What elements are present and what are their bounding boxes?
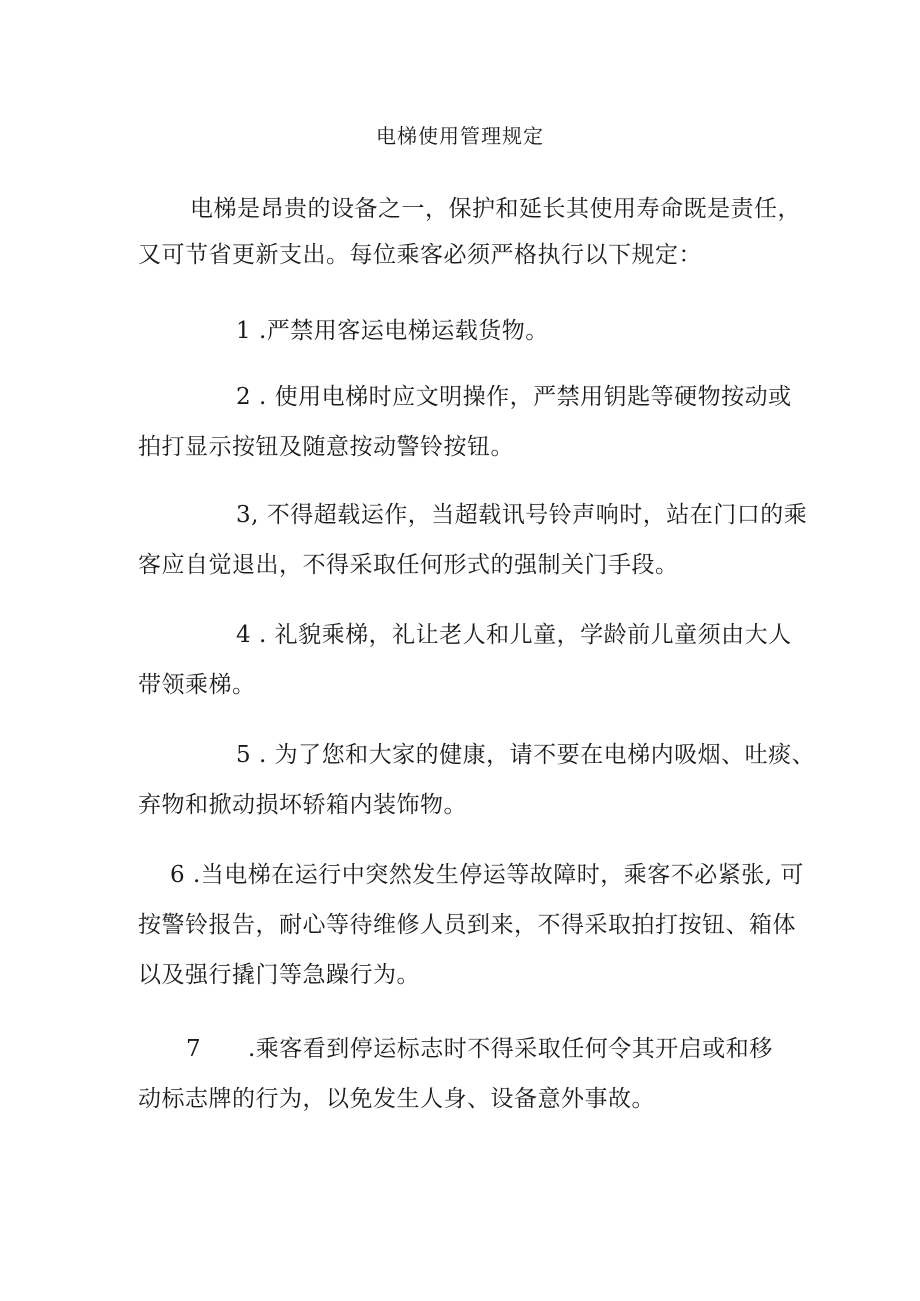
rule-3-line-1: 3, 不得超载运作，当超载讯号铃声响时，站在门口的乘 — [236, 502, 808, 528]
rule-3-line-2: 客应自觉退出，不得采取任何形式的强制关门手段。 — [138, 552, 679, 578]
rule-5-line-2: 弃物和掀动损坏轿箱内装饰物。 — [138, 792, 467, 818]
rule-4-line-1: 4 . 礼貌乘梯，礼让老人和儿童，学龄前儿童须由大人 — [236, 622, 792, 648]
rule-6-line-2: 按警铃报告，耐心等待维修人员到来，不得采取拍打按钮、箱体 — [138, 912, 796, 938]
rule-5-line-1: 5 . 为了您和大家的健康，请不要在电梯内吸烟、吐痰、 — [236, 742, 816, 768]
rule-4-line-2: 带领乘梯。 — [138, 672, 256, 698]
rule-7-line-1: 7 .乘客看到停运标志时不得采取任何令其开启或和移 — [186, 1036, 773, 1062]
intro-line-2: 又可节省更新支出。每位乘客必须严格执行以下规定： — [138, 242, 702, 268]
rule-6-line-3: 以及强行撬门等急躁行为。 — [138, 962, 420, 988]
rule-1-line-1: 1 .严禁用客运电梯运载货物。 — [236, 318, 549, 344]
rule-6-line-1: 6 .当电梯在运行中突然发生停运等故障时，乘客不必紧张, 可 — [170, 862, 804, 888]
document-title: 电梯使用管理规定 — [376, 124, 544, 148]
intro-line-1: 电梯是昂贵的设备之一，保护和延长其使用寿命既是责任， — [190, 196, 801, 222]
rule-7-line-2: 动标志牌的行为，以免发生人身、设备意外事故。 — [138, 1086, 655, 1112]
rule-2-line-2: 拍打显示按钮及随意按动警铃按钮。 — [138, 434, 514, 460]
rule-2-line-1: 2 . 使用电梯时应文明操作，严禁用钥匙等硬物按动或 — [236, 384, 792, 410]
